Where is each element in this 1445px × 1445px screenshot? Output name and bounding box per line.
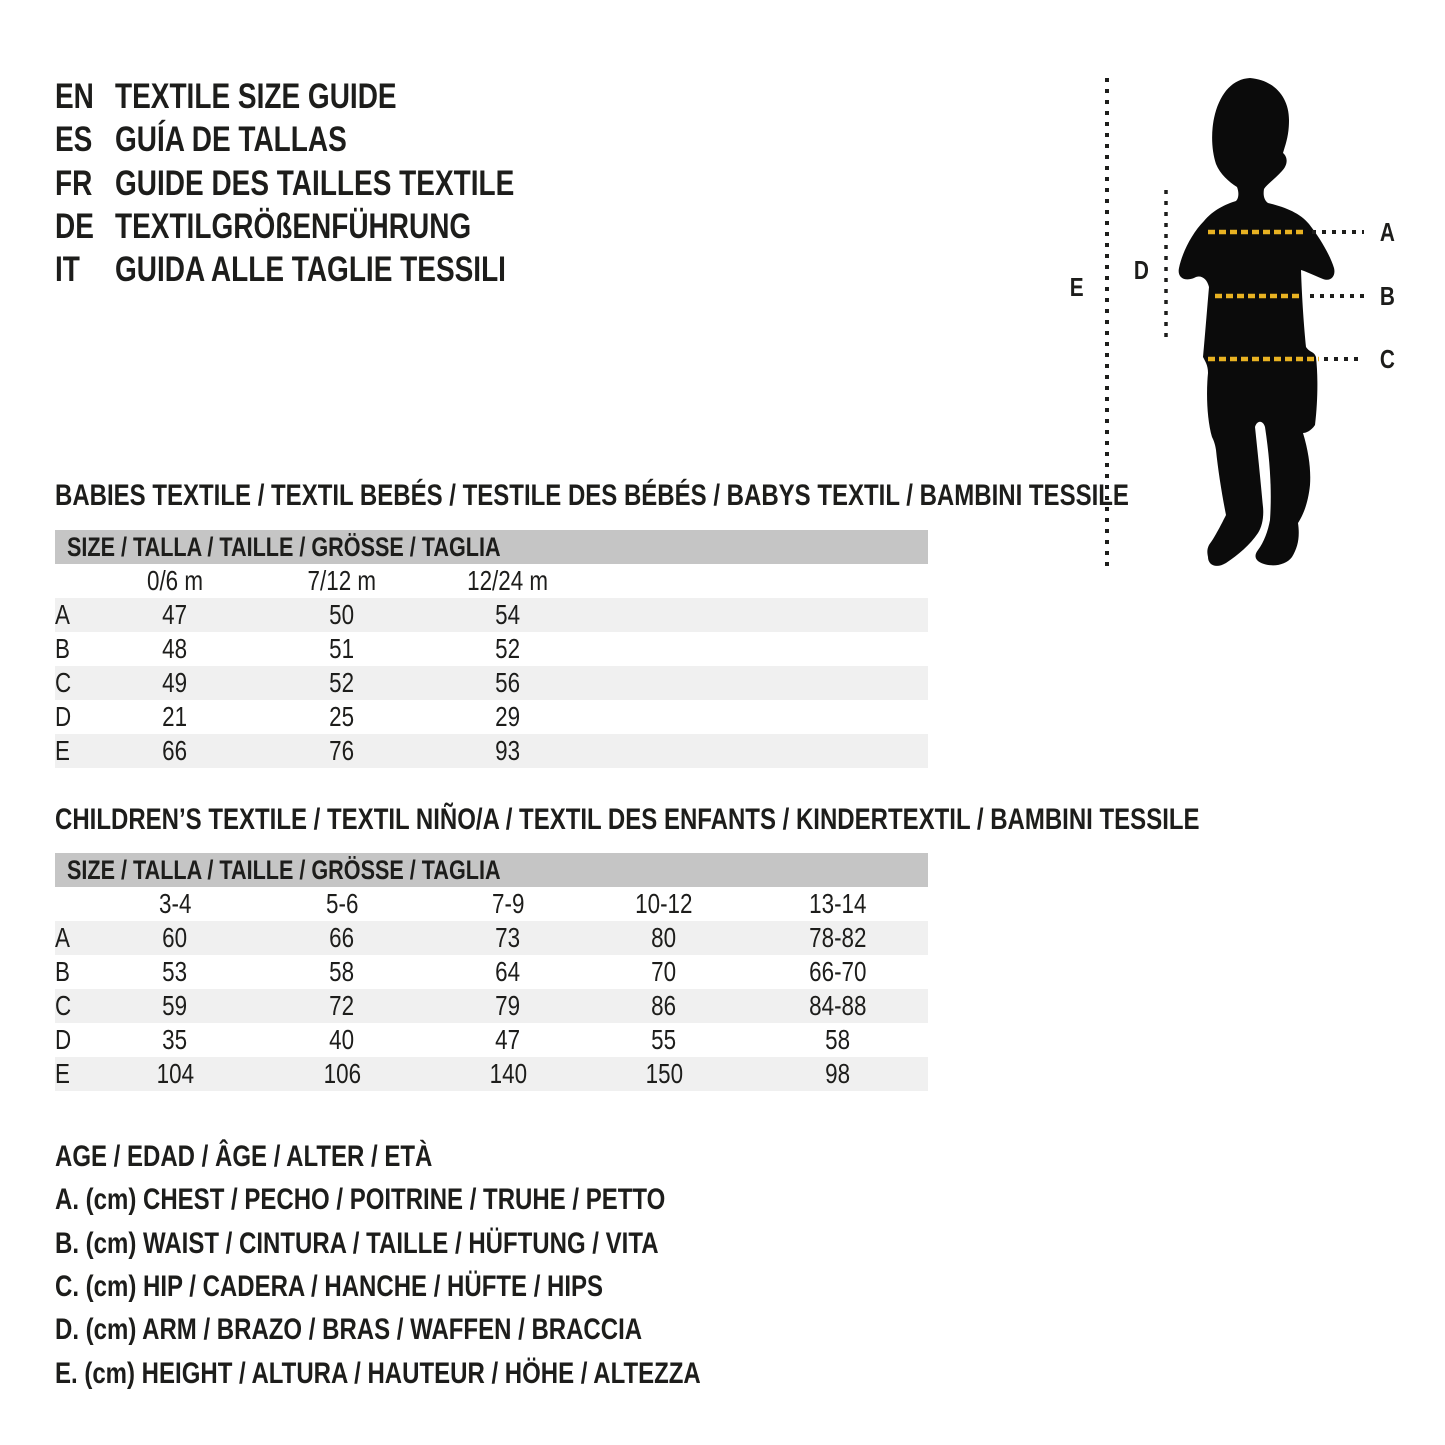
row-label: E (55, 735, 70, 766)
cell-value: 84-88 (809, 990, 867, 1021)
measure-label-e: E (1070, 272, 1084, 302)
cell-value: 47 (162, 599, 188, 630)
language-code: DE (55, 206, 94, 246)
cell-value: 70 (651, 956, 677, 987)
children-column-headers (55, 887, 928, 921)
cell-value: 64 (495, 956, 521, 987)
cell-value: 76 (329, 735, 355, 766)
column-header: 10-12 (635, 888, 693, 919)
language-line (55, 122, 675, 158)
cell-value: 150 (645, 1058, 683, 1089)
row-label: B (55, 633, 70, 664)
table-row (55, 666, 928, 700)
cell-value: 58 (329, 956, 355, 987)
row-label: D (55, 1024, 72, 1055)
table-row (55, 989, 928, 1023)
measure-label-b: B (1379, 281, 1395, 311)
cell-value: 47 (495, 1024, 521, 1055)
language-title: GUÍA DE TALLAS (115, 120, 347, 160)
column-header: 0/6 m (146, 565, 204, 596)
babies-size-table (55, 479, 1129, 811)
row-label: C (55, 667, 72, 698)
language-title-block (55, 79, 675, 309)
babies-table-title: BABIES TEXTILE / TEXTIL BEBÉS / TESTILE DES BÉBÉS / BABYS TEXTIL / BAMBINI TESSILE (55, 479, 1129, 512)
cell-value: 54 (495, 599, 521, 630)
language-line (55, 206, 675, 246)
cell-value: 93 (495, 735, 521, 766)
children-table-title: CHILDREN’S TEXTILE / TEXTIL NIÑO/A / TEXTIL DES ENFANTS / KINDERTEXTIL / BAMBINI TESSILE (55, 803, 1200, 836)
cell-value: 73 (495, 922, 521, 953)
column-header: 12/24 m (467, 565, 549, 596)
cell-value: 51 (329, 633, 355, 664)
language-line (55, 163, 675, 203)
language-title: GUIDA ALLE TAGLIE TESSILI (115, 250, 506, 289)
row-label: B (55, 956, 70, 987)
column-header: 7/12 m (307, 565, 377, 596)
cell-value: 98 (825, 1058, 851, 1089)
cell-value: 55 (651, 1024, 677, 1055)
cell-value: 140 (489, 1058, 527, 1089)
cell-value: 29 (495, 701, 521, 732)
cell-value: 52 (495, 633, 521, 664)
table-row (55, 921, 928, 955)
column-header: 7-9 (491, 888, 525, 919)
table-row (55, 632, 928, 666)
table-row (55, 1023, 928, 1057)
cell-value: 48 (162, 633, 188, 664)
cell-value: 79 (495, 990, 521, 1021)
measure-label-c: C (1379, 344, 1395, 374)
language-code: ES (55, 120, 93, 160)
children-size-header-bar: SIZE / TALLA / TAILLE / GRÖSSE / TAGLIA (55, 853, 928, 887)
children-size-table (55, 803, 1200, 1135)
cell-value: 50 (329, 599, 355, 630)
cell-value: 53 (162, 956, 188, 987)
cell-value: 56 (495, 667, 521, 698)
table-row (55, 1057, 928, 1091)
measure-label-d: D (1133, 255, 1149, 285)
cell-value: 78-82 (809, 922, 867, 953)
cell-value: 66 (162, 735, 188, 766)
cell-value: 80 (651, 922, 677, 953)
language-line (55, 252, 675, 288)
legend-line: A. (cm) CHEST / PECHO / POITRINE / TRUHE / PETTO (55, 1183, 666, 1217)
row-label: E (55, 1058, 70, 1089)
language-title: GUIDE DES TAILLES TEXTILE (115, 163, 515, 203)
cell-value: 49 (162, 667, 188, 698)
table-row (55, 700, 928, 734)
measure-label-a: A (1379, 217, 1395, 247)
cell-value: 60 (162, 922, 188, 953)
cell-value: 104 (156, 1058, 194, 1089)
babies-size-header-bar: SIZE / TALLA / TAILLE / GRÖSSE / TAGLIA (55, 530, 928, 564)
language-code: FR (55, 163, 93, 203)
cell-value: 59 (162, 990, 188, 1021)
column-header: 13-14 (809, 888, 867, 919)
table-row (55, 955, 928, 989)
cell-value: 25 (329, 701, 355, 732)
legend-line: C. (cm) HIP / CADERA / HANCHE / HÜFTE / HIPS (55, 1269, 604, 1303)
column-header: 5-6 (325, 888, 359, 919)
row-label: A (55, 599, 70, 630)
measurement-lines (1060, 60, 1445, 600)
cell-value: 52 (329, 667, 355, 698)
language-code: EN (55, 77, 94, 116)
table-row (55, 734, 928, 768)
language-title: TEXTILGRÖßENFÜHRUNG (115, 206, 472, 246)
cell-value: 58 (825, 1024, 851, 1055)
legend-line: AGE / EDAD / ÂGE / ALTER / ETÀ (55, 1140, 433, 1173)
cell-value: 66-70 (809, 956, 867, 987)
cell-value: 40 (329, 1024, 355, 1055)
row-label: C (55, 990, 72, 1021)
legend-line: B. (cm) WAIST / CINTURA / TAILLE / HÜFTUNG / VITA (55, 1226, 659, 1260)
cell-value: 21 (162, 701, 188, 732)
row-label: D (55, 701, 72, 732)
babies-column-headers (55, 564, 928, 598)
column-header: 3-4 (158, 888, 192, 919)
table-row (55, 598, 928, 632)
language-code: IT (55, 250, 80, 289)
cell-value: 66 (329, 922, 355, 953)
cell-value: 35 (162, 1024, 188, 1055)
cell-value: 72 (329, 990, 355, 1021)
cell-value: 106 (323, 1058, 361, 1089)
language-line (55, 79, 675, 115)
row-label: A (55, 922, 70, 953)
legend-line: D. (cm) ARM / BRAZO / BRAS / WAFFEN / BRACCIA (55, 1313, 643, 1347)
legend-line: E. (cm) HEIGHT / ALTURA / HAUTEUR / HÖHE / ALTEZZA (55, 1356, 701, 1390)
language-title: TEXTILE SIZE GUIDE (115, 77, 397, 116)
cell-value: 86 (651, 990, 677, 1021)
